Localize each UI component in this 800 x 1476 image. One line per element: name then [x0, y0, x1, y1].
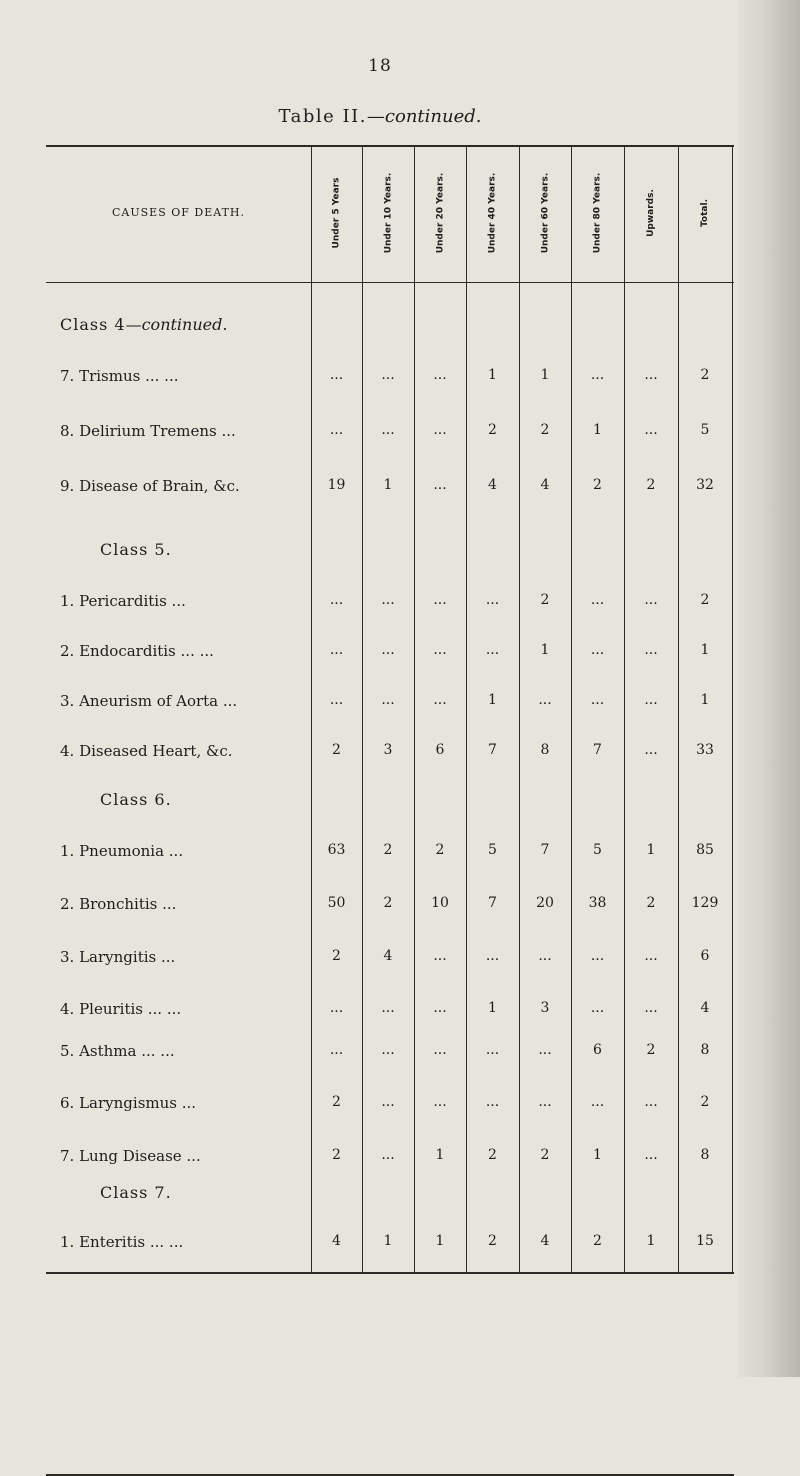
table-row [0, 1000, 760, 1024]
count-cell: 20 [536, 895, 554, 911]
count-cell: 2 [488, 1147, 497, 1163]
count-cell: ... [644, 692, 658, 708]
cause-of-death: 2. Bronchitis ... [60, 895, 177, 913]
count-cell: ... [433, 948, 447, 964]
cause-of-death: 6. Laryngismus ... [60, 1094, 197, 1112]
count-cell: ... [538, 1042, 552, 1058]
total-cell: 33 [696, 742, 714, 758]
column-header [519, 150, 571, 275]
class-label: Class 4 [60, 315, 126, 334]
count-cell: ... [644, 367, 658, 383]
count-cell: 4 [332, 1233, 341, 1249]
total-cell: 5 [700, 422, 710, 438]
table-row [0, 592, 760, 616]
count-cell: ... [538, 692, 552, 708]
count-cell: 1 [593, 1147, 602, 1163]
column-header-label: Under 20 Years. [435, 172, 446, 253]
count-cell: 2 [383, 842, 393, 858]
count-cell: ... [590, 592, 605, 608]
table-top-rule [46, 145, 734, 147]
class-label-suffix: —continued. [125, 315, 228, 334]
total-cell: 1 [700, 642, 710, 658]
count-cell: ... [329, 367, 344, 383]
cause-of-death: 5. Asthma ... ... [60, 1042, 175, 1060]
count-cell: 4 [540, 477, 550, 493]
count-cell: ... [381, 642, 395, 658]
table-row [0, 742, 760, 766]
table-row [0, 477, 760, 501]
count-cell: ... [644, 742, 658, 758]
count-cell: ... [590, 948, 605, 964]
cause-of-death: 4. Diseased Heart, &c. [60, 742, 233, 760]
page-number: 18 [368, 56, 392, 76]
table-row [0, 422, 760, 446]
count-cell: ... [329, 1000, 344, 1016]
count-cell: 2 [593, 1233, 602, 1249]
count-cell: 2 [488, 1233, 497, 1249]
count-cell: ... [485, 592, 500, 608]
count-cell: ... [381, 1147, 395, 1163]
count-cell: ... [381, 367, 395, 383]
count-cell: 7 [593, 742, 602, 758]
count-cell: 2 [332, 742, 341, 758]
cause-of-death: 2. Endocarditis ... ... [60, 642, 214, 660]
table-title [0, 106, 760, 127]
total-cell: 85 [696, 842, 714, 858]
class-heading [60, 315, 227, 334]
class-heading [100, 1183, 172, 1202]
count-cell: 2 [540, 422, 550, 438]
count-cell: ... [381, 422, 395, 438]
count-cell: ... [590, 1000, 605, 1016]
causes-of-death-header: CAUSES OF DEATH. [112, 206, 245, 219]
count-cell: ... [644, 422, 658, 438]
count-cell: 50 [327, 895, 346, 911]
count-cell: 3 [383, 742, 393, 758]
total-cell: 2 [700, 592, 710, 608]
total-cell: 32 [696, 477, 714, 493]
count-cell: 38 [588, 895, 607, 911]
table-row [0, 895, 760, 919]
count-cell: 5 [488, 842, 497, 858]
count-cell: ... [329, 422, 344, 438]
cause-of-death: 8. Delirium Tremens ... [60, 422, 236, 440]
count-cell: ... [485, 1094, 500, 1110]
count-cell: ... [381, 592, 395, 608]
cause-of-death: 1. Enteritis ... ... [60, 1233, 184, 1251]
count-cell: ... [485, 948, 500, 964]
count-cell: ... [433, 1000, 447, 1016]
count-cell: 1 [383, 1233, 393, 1249]
table-row [0, 1147, 760, 1171]
count-cell: 2 [488, 422, 497, 438]
count-cell: 1 [383, 477, 393, 493]
count-cell: 2 [540, 592, 550, 608]
column-header [678, 150, 732, 275]
total-cell: 8 [700, 1042, 710, 1058]
table-row [0, 1042, 760, 1066]
count-cell: 8 [540, 742, 550, 758]
column-header [571, 150, 624, 275]
count-cell: ... [381, 692, 395, 708]
count-cell: ... [590, 692, 605, 708]
count-cell: ... [433, 1094, 447, 1110]
column-header-label: Upwards. [645, 188, 656, 237]
total-cell: 2 [700, 367, 710, 383]
column-header [466, 150, 519, 275]
count-cell: ... [433, 1042, 447, 1058]
table-row [0, 642, 760, 666]
count-cell: ... [329, 642, 344, 658]
count-cell: 1 [435, 1147, 445, 1163]
count-cell: 1 [488, 1000, 497, 1016]
table-row [0, 948, 760, 972]
column-header-label: Under 5 Years [331, 177, 342, 248]
count-cell: ... [329, 592, 344, 608]
count-cell: 2 [332, 948, 341, 964]
column-header [624, 150, 678, 275]
table-row [0, 842, 760, 866]
count-cell: ... [381, 1042, 395, 1058]
table-row [0, 692, 760, 716]
column-header [311, 150, 362, 275]
count-cell: ... [433, 477, 447, 493]
column-header-label: Under 10 Years. [383, 172, 394, 253]
count-cell: 1 [540, 642, 550, 658]
total-cell: 15 [696, 1233, 714, 1249]
count-cell: ... [485, 1042, 500, 1058]
table-bottom-line [46, 1272, 734, 1274]
count-cell: 5 [593, 842, 602, 858]
table-row [0, 367, 760, 391]
count-cell: 7 [540, 842, 550, 858]
count-cell: 10 [431, 895, 449, 911]
count-cell: 2 [383, 895, 393, 911]
count-cell: 7 [488, 742, 497, 758]
count-cell: 6 [593, 1042, 602, 1058]
count-cell: 1 [488, 692, 497, 708]
table-row [0, 1233, 760, 1257]
count-cell: ... [644, 592, 658, 608]
count-cell: 3 [540, 1000, 550, 1016]
count-cell: 4 [488, 477, 497, 493]
class-label: Class 6. [100, 790, 172, 809]
total-cell: 4 [700, 1000, 710, 1016]
count-cell: ... [590, 1094, 605, 1110]
count-cell: 4 [540, 1233, 550, 1249]
count-cell: 1 [593, 422, 602, 438]
total-cell: 1 [700, 692, 710, 708]
column-header-label: Under 40 Years. [487, 172, 498, 253]
class-heading [100, 790, 172, 809]
class-heading [100, 540, 172, 559]
count-cell: 7 [488, 895, 497, 911]
count-cell: ... [644, 1147, 658, 1163]
count-cell: ... [644, 1094, 658, 1110]
count-cell: 6 [435, 742, 445, 758]
count-cell: ... [590, 367, 605, 383]
column-header [414, 150, 466, 275]
cause-of-death: 1. Pericarditis ... [60, 592, 186, 610]
count-cell: 2 [646, 1042, 656, 1058]
column-header [362, 150, 414, 275]
count-cell: 2 [332, 1094, 341, 1110]
cause-of-death: 7. Lung Disease ... [60, 1147, 201, 1165]
table-title-suffix: —continued. [366, 106, 482, 127]
total-cell: 129 [691, 895, 719, 911]
count-cell: 1 [488, 367, 497, 383]
count-cell: ... [644, 948, 658, 964]
count-cell: ... [381, 1094, 395, 1110]
class-label: Class 7. [100, 1183, 172, 1202]
count-cell: 1 [646, 1233, 656, 1249]
column-header-label: Under 60 Years. [540, 172, 551, 253]
cause-of-death: 1. Pneumonia ... [60, 842, 184, 860]
total-cell: 8 [700, 1147, 710, 1163]
count-cell: 2 [332, 1147, 341, 1163]
count-cell: 2 [646, 477, 656, 493]
table-row [0, 1094, 760, 1118]
count-cell: ... [433, 592, 447, 608]
total-cell: 6 [700, 948, 710, 964]
count-cell: ... [433, 642, 447, 658]
column-header-label: Total. [699, 198, 710, 227]
count-cell: ... [329, 692, 344, 708]
count-cell: 63 [327, 842, 346, 858]
count-cell: 4 [383, 948, 393, 964]
total-cell: 2 [700, 1094, 710, 1110]
count-cell: ... [485, 642, 500, 658]
cause-of-death: 7. Trismus ... ... [60, 367, 179, 385]
count-cell: ... [433, 422, 447, 438]
cause-of-death: 9. Disease of Brain, &c. [60, 477, 240, 495]
count-cell: ... [538, 948, 552, 964]
cause-of-death: 3. Aneurism of Aorta ... [60, 692, 238, 710]
count-cell: ... [433, 367, 447, 383]
count-cell: ... [381, 1000, 395, 1016]
count-cell: ... [644, 1000, 658, 1016]
count-cell: ... [644, 642, 658, 658]
count-cell: 1 [646, 842, 656, 858]
count-cell: 19 [327, 477, 346, 493]
count-cell: ... [590, 642, 605, 658]
count-cell: ... [538, 1094, 552, 1110]
count-cell: 1 [435, 1233, 445, 1249]
cause-of-death: 3. Laryngitis ... [60, 948, 176, 966]
count-cell: ... [329, 1042, 344, 1058]
table-title-main: Table II. [278, 106, 367, 127]
count-cell: ... [433, 692, 447, 708]
count-cell: 1 [540, 367, 550, 383]
class-label: Class 5. [100, 540, 172, 559]
count-cell: 2 [593, 477, 602, 493]
count-cell: 2 [540, 1147, 550, 1163]
header-bottom-rule [46, 282, 734, 283]
column-header-label: Under 80 Years. [592, 172, 603, 253]
count-cell: 2 [646, 895, 656, 911]
cause-of-death: 4. Pleuritis ... ... [60, 1000, 182, 1018]
count-cell: 2 [435, 842, 445, 858]
